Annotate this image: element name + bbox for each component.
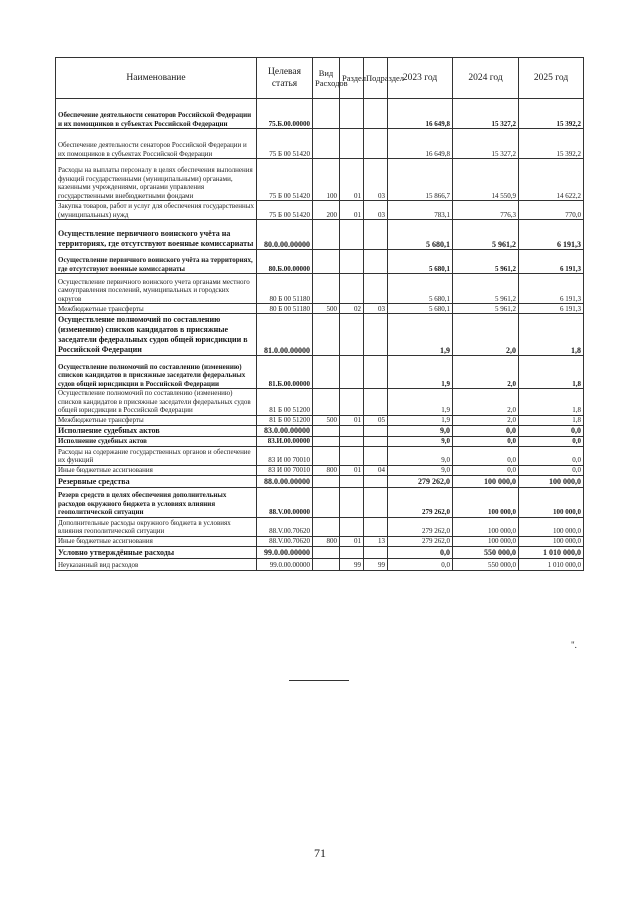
table-row — [56, 304, 584, 314]
cell-y2025: 15 392,2 — [519, 129, 584, 159]
closing-quote: ". — [571, 640, 577, 650]
cell-pr — [364, 446, 388, 465]
cell-y2025: 100 000,0 — [519, 475, 584, 487]
cell-y2024: 550 000,0 — [453, 558, 519, 570]
cell-y2023: 16 649,8 — [388, 129, 453, 159]
cell-y2023: 279 262,0 — [388, 475, 453, 487]
cell-pr — [364, 425, 388, 436]
cell-y2023: 9,0 — [388, 425, 453, 436]
cell-name: Исполнение судебных актов — [56, 436, 257, 446]
cell-y2024: 15 327,2 — [453, 129, 519, 159]
cell-code: 80 Б 00 51180 — [257, 304, 313, 314]
cell-name: Исполнение судебных актов — [56, 425, 257, 436]
table-row — [56, 536, 584, 546]
cell-name: Расходы на содержание государственных органов и обеспечение их функций — [56, 446, 257, 465]
table-row — [56, 250, 584, 274]
cell-y2025: 1 010 000,0 — [519, 546, 584, 558]
cell-code: 88.V.00.70620 — [257, 517, 313, 536]
cell-pr — [364, 129, 388, 159]
cell-y2024: 5 961,2 — [453, 274, 519, 304]
cell-y2023: 5 680,1 — [388, 220, 453, 250]
cell-pr — [364, 250, 388, 274]
table-row — [56, 274, 584, 304]
cell-code: 88.V.00.70620 — [257, 536, 313, 546]
cell-y2025: 0,0 — [519, 465, 584, 475]
cell-y2024: 5 961,2 — [453, 220, 519, 250]
cell-pr — [364, 274, 388, 304]
cell-name: Осуществление первичного воинского учёта на территориях, где отсутствуют военные комиссариаты — [56, 220, 257, 250]
cell-y2025: 100 000,0 — [519, 487, 584, 517]
cell-y2025: 15 392,2 — [519, 99, 584, 129]
cell-y2023: 1,9 — [388, 356, 453, 389]
cell-vid — [313, 436, 340, 446]
cell-pr — [364, 220, 388, 250]
cell-pr: 99 — [364, 558, 388, 570]
cell-y2025: 6 191,3 — [519, 304, 584, 314]
cell-code: 88.0.00.00000 — [257, 475, 313, 487]
cell-pr — [364, 546, 388, 558]
cell-y2023: 0,0 — [388, 558, 453, 570]
cell-vid — [313, 517, 340, 536]
cell-y2025: 14 622,2 — [519, 159, 584, 201]
header-name: Наименование — [56, 58, 257, 99]
cell-rz: 01 — [340, 201, 364, 220]
cell-y2023: 1,9 — [388, 389, 453, 416]
cell-y2024: 776,3 — [453, 201, 519, 220]
cell-y2023: 16 649,8 — [388, 99, 453, 129]
cell-y2023: 9,0 — [388, 446, 453, 465]
cell-y2023: 1,9 — [388, 314, 453, 356]
cell-y2024: 100 000,0 — [453, 487, 519, 517]
cell-y2025: 770,0 — [519, 201, 584, 220]
cell-vid: 500 — [313, 415, 340, 425]
cell-y2025: 6 191,3 — [519, 250, 584, 274]
cell-y2025: 1 010 000,0 — [519, 558, 584, 570]
cell-code: 81 Б 00 51200 — [257, 389, 313, 416]
cell-rz: 01 — [340, 536, 364, 546]
cell-rz — [340, 274, 364, 304]
table-row — [56, 220, 584, 250]
cell-y2023: 279 262,0 — [388, 487, 453, 517]
cell-code: 75.Б.00.00000 — [257, 99, 313, 129]
cell-y2025: 0,0 — [519, 425, 584, 436]
cell-vid: 800 — [313, 536, 340, 546]
cell-code: 75 Б 00 51420 — [257, 159, 313, 201]
cell-y2025: 0,0 — [519, 446, 584, 465]
cell-code: 83 И 00 70010 — [257, 465, 313, 475]
header-2024: 2024 год — [453, 58, 519, 99]
cell-code: 81.Б.00.00000 — [257, 356, 313, 389]
cell-pr: 03 — [364, 159, 388, 201]
cell-rz — [340, 220, 364, 250]
table-row — [56, 129, 584, 159]
budget-table — [55, 57, 584, 571]
cell-y2023: 15 866,7 — [388, 159, 453, 201]
page-number: 71 — [314, 846, 326, 860]
cell-y2023: 9,0 — [388, 465, 453, 475]
cell-name: Иные бюджетные ассигнования — [56, 465, 257, 475]
cell-y2023: 1,9 — [388, 415, 453, 425]
cell-y2024: 0,0 — [453, 446, 519, 465]
cell-name: Резервные средства — [56, 475, 257, 487]
cell-pr — [364, 314, 388, 356]
header-razdel: Раздел — [340, 58, 364, 99]
cell-code: 80.Б.00.00000 — [257, 250, 313, 274]
cell-y2025: 0,0 — [519, 436, 584, 446]
cell-y2023: 5 680,1 — [388, 304, 453, 314]
cell-name: Обеспечение деятельности сенаторов Российской Федерации и их помощников в субъектах Российской Федерации — [56, 129, 257, 159]
cell-y2024: 2,0 — [453, 415, 519, 425]
cell-vid: 100 — [313, 159, 340, 201]
cell-y2024: 2,0 — [453, 356, 519, 389]
cell-rz — [340, 129, 364, 159]
header-2023: 2023 год — [388, 58, 453, 99]
header-vid: Вид Расходов — [313, 58, 340, 99]
table-row — [56, 465, 584, 475]
cell-vid — [313, 274, 340, 304]
cell-y2024: 15 327,2 — [453, 99, 519, 129]
header-target: Целевая статья — [257, 58, 313, 99]
cell-code: 99.0.00.00000 — [257, 558, 313, 570]
cell-rz — [340, 250, 364, 274]
cell-vid — [313, 356, 340, 389]
cell-y2025: 100 000,0 — [519, 536, 584, 546]
cell-y2024: 100 000,0 — [453, 536, 519, 546]
cell-name: Закупка товаров, работ и услуг для обеспечения государственных (муниципальных) нужд — [56, 201, 257, 220]
cell-code: 83 И 00 70010 — [257, 446, 313, 465]
table-header-row — [56, 58, 584, 99]
cell-y2024: 100 000,0 — [453, 475, 519, 487]
cell-y2025: 100 000,0 — [519, 517, 584, 536]
cell-pr: 04 — [364, 465, 388, 475]
cell-y2024: 100 000,0 — [453, 517, 519, 536]
table-row — [56, 314, 584, 356]
cell-rz — [340, 314, 364, 356]
cell-vid — [313, 250, 340, 274]
cell-y2023: 279 262,0 — [388, 536, 453, 546]
cell-name: Обеспечение деятельности сенаторов Российской Федерации и их помощников в субъектах Российской Федерации — [56, 99, 257, 129]
table-row — [56, 415, 584, 425]
cell-rz — [340, 99, 364, 129]
cell-y2023: 5 680,1 — [388, 250, 453, 274]
cell-vid — [313, 425, 340, 436]
cell-code: 83.И.00.00000 — [257, 436, 313, 446]
cell-y2025: 6 191,3 — [519, 220, 584, 250]
cell-y2024: 2,0 — [453, 389, 519, 416]
cell-code: 88.V.00.00000 — [257, 487, 313, 517]
cell-vid: 500 — [313, 304, 340, 314]
cell-rz — [340, 517, 364, 536]
cell-y2024: 5 961,2 — [453, 304, 519, 314]
cell-y2023: 0,0 — [388, 546, 453, 558]
cell-y2023: 783,1 — [388, 201, 453, 220]
header-podrazdel: Подраздел — [364, 58, 388, 99]
cell-rz: 01 — [340, 159, 364, 201]
cell-pr — [364, 475, 388, 487]
cell-pr — [364, 356, 388, 389]
cell-name: Условно утверждённые расходы — [56, 546, 257, 558]
cell-y2024: 550 000,0 — [453, 546, 519, 558]
cell-y2025: 1,8 — [519, 356, 584, 389]
cell-vid — [313, 99, 340, 129]
cell-rz — [340, 487, 364, 517]
cell-name: Межбюджетные трансферты — [56, 415, 257, 425]
cell-name: Осуществление первичного воинского учета органами местного самоуправления поселений, муниципальных и городских округов — [56, 274, 257, 304]
cell-y2024: 0,0 — [453, 465, 519, 475]
cell-vid — [313, 558, 340, 570]
cell-code: 80 Б 00 51180 — [257, 274, 313, 304]
table-row — [56, 446, 584, 465]
table-row — [56, 517, 584, 536]
cell-code: 75 Б 00 51420 — [257, 201, 313, 220]
cell-y2024: 0,0 — [453, 436, 519, 446]
cell-pr — [364, 389, 388, 416]
cell-rz — [340, 436, 364, 446]
cell-y2025: 1,8 — [519, 415, 584, 425]
cell-name: Расходы на выплаты персоналу в целях обеспечения выполнения функций государственными (муниципальными) органами, казенными учреждениями, органами управления государственными внебюджетными фондами — [56, 159, 257, 201]
cell-vid: 800 — [313, 465, 340, 475]
cell-vid — [313, 389, 340, 416]
cell-rz: 01 — [340, 415, 364, 425]
table-row — [56, 546, 584, 558]
cell-y2024: 2,0 — [453, 314, 519, 356]
cell-code: 75 Б 00 51420 — [257, 129, 313, 159]
cell-y2025: 6 191,3 — [519, 274, 584, 304]
cell-name: Осуществление полномочий по составлению (изменению) списков кандидатов в присяжные заседатели федеральных судов общей юрисдикции в Российской Федерации — [56, 389, 257, 416]
cell-y2025: 1,8 — [519, 389, 584, 416]
table-row — [56, 201, 584, 220]
cell-pr: 03 — [364, 304, 388, 314]
cell-vid — [313, 314, 340, 356]
table-row — [56, 475, 584, 487]
cell-name: Межбюджетные трансферты — [56, 304, 257, 314]
cell-name: Резерв средств в целях обеспечения дополнительных расходов окружного бюджета в условиях влияния геополитической ситуации — [56, 487, 257, 517]
cell-pr: 13 — [364, 536, 388, 546]
table-row — [56, 487, 584, 517]
cell-rz — [340, 546, 364, 558]
cell-y2023: 279 262,0 — [388, 517, 453, 536]
header-2025: 2025 год — [519, 58, 584, 99]
cell-rz: 02 — [340, 304, 364, 314]
cell-vid — [313, 220, 340, 250]
cell-code: 81 Б 00 51200 — [257, 415, 313, 425]
table-row — [56, 436, 584, 446]
cell-name: Дополнительные расходы окружного бюджета в условиях влияния геополитической ситуации — [56, 517, 257, 536]
cell-y2023: 9,0 — [388, 436, 453, 446]
cell-code: 83.0.00.00000 — [257, 425, 313, 436]
cell-pr: 03 — [364, 201, 388, 220]
cell-pr — [364, 517, 388, 536]
table-body — [56, 99, 584, 571]
cell-code: 80.0.00.00000 — [257, 220, 313, 250]
cell-vid — [313, 475, 340, 487]
cell-pr: 05 — [364, 415, 388, 425]
cell-rz: 99 — [340, 558, 364, 570]
cell-vid — [313, 446, 340, 465]
cell-pr — [364, 99, 388, 129]
cell-vid — [313, 487, 340, 517]
table-row — [56, 356, 584, 389]
cell-y2023: 5 680,1 — [388, 274, 453, 304]
cell-name: Осуществление первичного воинского учёта на территориях, где отсутствуют военные комиссариаты — [56, 250, 257, 274]
table-row — [56, 159, 584, 201]
cell-name: Неуказанный вид расходов — [56, 558, 257, 570]
cell-y2025: 1,8 — [519, 314, 584, 356]
cell-name: Иные бюджетные ассигнования — [56, 536, 257, 546]
cell-y2024: 0,0 — [453, 425, 519, 436]
divider-line — [289, 680, 349, 681]
cell-y2024: 5 961,2 — [453, 250, 519, 274]
cell-rz: 01 — [340, 465, 364, 475]
table-row — [56, 425, 584, 436]
cell-pr — [364, 436, 388, 446]
cell-rz — [340, 389, 364, 416]
cell-rz — [340, 425, 364, 436]
cell-code: 99.0.00.00000 — [257, 546, 313, 558]
cell-rz — [340, 475, 364, 487]
cell-vid — [313, 546, 340, 558]
cell-rz — [340, 356, 364, 389]
cell-vid — [313, 129, 340, 159]
cell-pr — [364, 487, 388, 517]
cell-name: Осуществление полномочий по составлению (изменению) списков кандидатов в присяжные заседатели федеральных судов общей юрисдикции в Российской Федерации — [56, 356, 257, 389]
cell-name: Осуществление полномочий по составлению (изменению) списков кандидатов в присяжные заседатели федеральных судов общей юрисдикции в Российской Федерации — [56, 314, 257, 356]
cell-y2024: 14 550,9 — [453, 159, 519, 201]
table-row — [56, 558, 584, 570]
cell-vid: 200 — [313, 201, 340, 220]
cell-code: 81.0.00.00000 — [257, 314, 313, 356]
table-row — [56, 99, 584, 129]
table-row — [56, 389, 584, 416]
cell-rz — [340, 446, 364, 465]
